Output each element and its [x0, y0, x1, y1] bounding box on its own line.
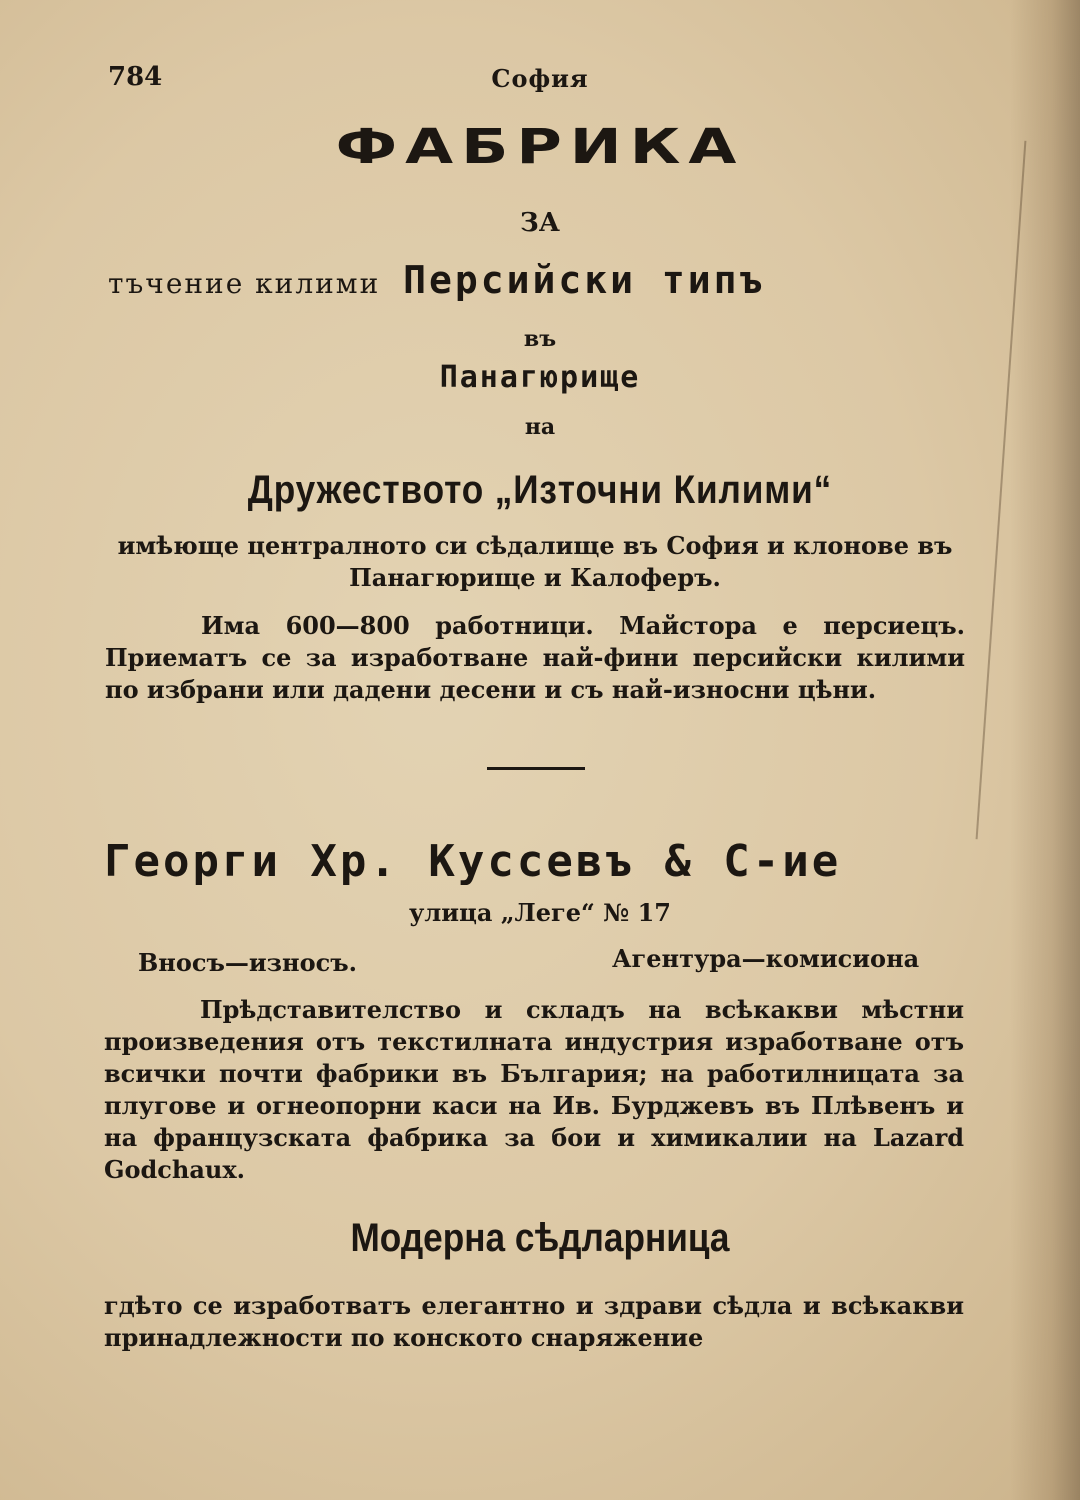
- ad1-na: на: [524, 414, 556, 440]
- ad2-agency: Агентура—комисиона: [612, 944, 920, 973]
- page-number: 784: [108, 62, 163, 92]
- ad2-description: [104, 994, 964, 1186]
- ad1-company: Дружеството „Източни Килими“: [247, 468, 833, 512]
- ad1-description-1: имѣюще централното си сѣдалище въ София и клонове въ Панагюрище и Калоферъ.: [117, 531, 953, 592]
- ad2-address: улица „Леге“ № 17: [409, 898, 671, 927]
- ad2-firm-name: Георги Хр. Куссевъ & С-ие: [104, 836, 842, 887]
- ad2-description-text: Прѣдставителство и складъ на всѣкакви мѣстни произведения отъ текстилната индустрия изработване отъ всички почти фабрики въ България; на работилницата за плугове и огнеопорни каси на Ив. Бурджевъ въ Плѣвенъ и на французската фабрика за бои и химикалии на Lazard Godchaux.: [104, 995, 964, 1184]
- ad1-description-2: [105, 610, 965, 706]
- ad1-v: въ: [523, 326, 557, 352]
- ad1-za: ЗА: [520, 208, 560, 238]
- ad1-title: ФАБРИКА: [335, 118, 745, 175]
- ad1-description-2-text: Има 600—800 работници. Майстора е персиецъ. Приематъ се за изработване най-фини персийски килими по избрани или дадени десени и съ най-износни цѣни.: [105, 611, 965, 704]
- running-head: София: [491, 64, 589, 93]
- ad3-description: гдѣто се изработватъ елегантно и здрави сѣдла и всѣкакви принадлежности по конското снаряжение: [104, 1291, 964, 1352]
- section-divider: [487, 767, 585, 770]
- ad1-product-small: тъчение килими: [108, 267, 381, 300]
- ad3-title: Модерна сѣдларница: [350, 1216, 730, 1260]
- ad2-import-export: Вносъ—износъ.: [138, 948, 357, 977]
- ad1-town: Панагюрище: [439, 360, 641, 395]
- ad1-product-line: [108, 258, 765, 302]
- ad1-product-big: Персийски типъ: [403, 258, 766, 302]
